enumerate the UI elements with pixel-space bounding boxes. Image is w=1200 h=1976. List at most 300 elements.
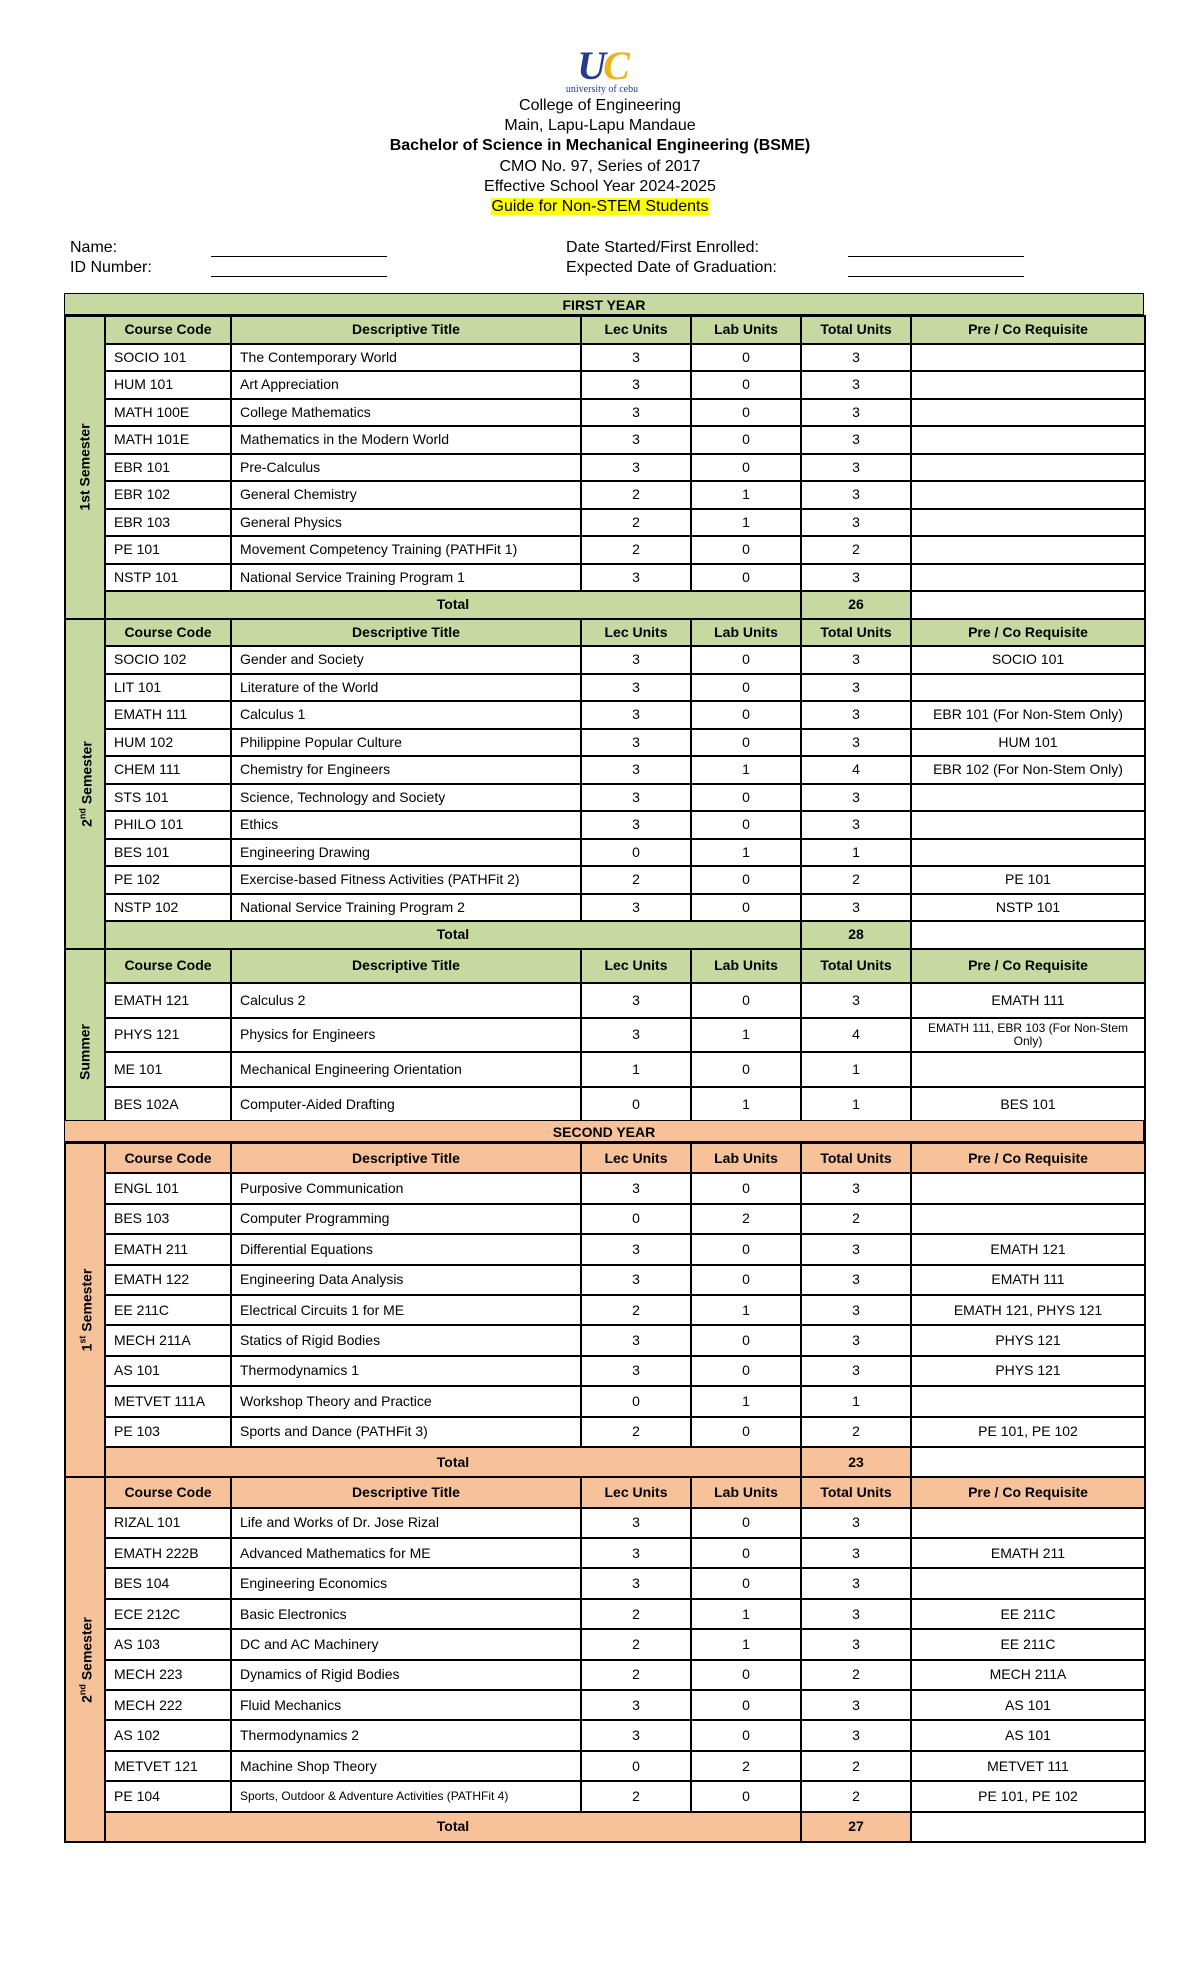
prerequisite bbox=[911, 509, 1145, 537]
total-units: 3 bbox=[801, 729, 911, 757]
prerequisite: EMATH 111, EBR 103 (For Non-Stem Only) bbox=[911, 1018, 1145, 1053]
lec-units: 3 bbox=[581, 399, 691, 427]
lab-units: 1 bbox=[691, 1629, 801, 1659]
course-row bbox=[65, 509, 1145, 537]
prerequisite: NSTP 101 bbox=[911, 894, 1145, 922]
curriculum-table bbox=[64, 1142, 1146, 1843]
prerequisite: EMATH 111 bbox=[911, 1265, 1145, 1295]
course-code: RIZAL 101 bbox=[105, 1508, 231, 1538]
id-number-field[interactable] bbox=[211, 276, 387, 277]
campus-name: Main, Lapu-Lapu Mandaue bbox=[504, 117, 696, 134]
course-code: EMATH 121 bbox=[105, 983, 231, 1018]
lec-units: 3 bbox=[581, 701, 691, 729]
guide-highlight: Guide for Non-STEM Students bbox=[491, 198, 709, 215]
total-units: 4 bbox=[801, 756, 911, 784]
lec-units: 3 bbox=[581, 371, 691, 399]
prerequisite bbox=[911, 1173, 1145, 1203]
course-title: Differential Equations bbox=[231, 1234, 581, 1264]
graduation-date-label: Expected Date of Graduation: bbox=[566, 259, 777, 276]
course-code: EBR 102 bbox=[105, 481, 231, 509]
course-row bbox=[65, 1234, 1145, 1264]
course-title: Thermodynamics 1 bbox=[231, 1356, 581, 1386]
guide-title bbox=[0, 197, 1200, 217]
lec-units: 3 bbox=[581, 756, 691, 784]
lec-units: 3 bbox=[581, 1018, 691, 1053]
lab-units: 0 bbox=[691, 1720, 801, 1750]
course-row bbox=[65, 1204, 1145, 1234]
lab-units: 0 bbox=[691, 701, 801, 729]
course-row bbox=[65, 1295, 1145, 1325]
total-label: Total bbox=[105, 1447, 801, 1477]
lab-units: 1 bbox=[691, 1599, 801, 1629]
course-title: Engineering Economics bbox=[231, 1568, 581, 1598]
course-title: Literature of the World bbox=[231, 674, 581, 702]
course-title: Computer Programming bbox=[231, 1204, 581, 1234]
prerequisite bbox=[911, 674, 1145, 702]
semester-label bbox=[65, 619, 105, 949]
course-title: General Physics bbox=[231, 509, 581, 537]
lec-units: 2 bbox=[581, 1660, 691, 1690]
total-blank-cell bbox=[911, 921, 1145, 949]
lec-units: 3 bbox=[581, 1720, 691, 1750]
name-label: Name: bbox=[70, 239, 118, 256]
course-code: ECE 212C bbox=[105, 1599, 231, 1629]
lec-units: 3 bbox=[581, 564, 691, 592]
column-header-code: Course Code bbox=[105, 1143, 231, 1173]
semester-label-text: 1st Semester bbox=[76, 423, 93, 511]
semester-word: Semester bbox=[78, 1268, 95, 1336]
lec-units: 3 bbox=[581, 646, 691, 674]
course-row bbox=[65, 1325, 1145, 1355]
lab-units: 0 bbox=[691, 1417, 801, 1447]
course-row bbox=[65, 454, 1145, 482]
prerequisite: PE 101 bbox=[911, 866, 1145, 894]
total-units: 2 bbox=[801, 866, 911, 894]
total-units: 3 bbox=[801, 811, 911, 839]
lec-units: 2 bbox=[581, 1781, 691, 1811]
column-header-total: Total Units bbox=[801, 316, 911, 344]
course-code: EE 211C bbox=[105, 1295, 231, 1325]
course-code: AS 102 bbox=[105, 1720, 231, 1750]
prerequisite bbox=[911, 344, 1145, 372]
course-title: Thermodynamics 2 bbox=[231, 1720, 581, 1750]
total-units: 1 bbox=[801, 1386, 911, 1416]
course-row bbox=[65, 983, 1145, 1018]
course-code: MATH 100E bbox=[105, 399, 231, 427]
lab-units: 0 bbox=[691, 1234, 801, 1264]
course-code: AS 103 bbox=[105, 1629, 231, 1659]
lab-units: 1 bbox=[691, 1087, 801, 1122]
column-header-title: Descriptive Title bbox=[231, 619, 581, 647]
lec-units: 2 bbox=[581, 1629, 691, 1659]
graduation-date-field[interactable] bbox=[848, 276, 1024, 277]
lec-units: 3 bbox=[581, 1173, 691, 1203]
course-row bbox=[65, 894, 1145, 922]
column-header-code: Course Code bbox=[105, 1477, 231, 1507]
lab-units: 0 bbox=[691, 1265, 801, 1295]
prerequisite: EMATH 121, PHYS 121 bbox=[911, 1295, 1145, 1325]
semester-total-row bbox=[65, 591, 1145, 619]
course-code: BES 101 bbox=[105, 839, 231, 867]
course-code: MECH 223 bbox=[105, 1660, 231, 1690]
total-units: 3 bbox=[801, 983, 911, 1018]
course-code: SOCIO 102 bbox=[105, 646, 231, 674]
lec-units: 3 bbox=[581, 1508, 691, 1538]
course-code: STS 101 bbox=[105, 784, 231, 812]
lab-units: 1 bbox=[691, 756, 801, 784]
logo-subtitle: university of cebu bbox=[565, 84, 639, 95]
course-title: Fluid Mechanics bbox=[231, 1690, 581, 1720]
prerequisite bbox=[911, 839, 1145, 867]
course-row bbox=[65, 564, 1145, 592]
course-title: Movement Competency Training (PATHFit 1) bbox=[231, 536, 581, 564]
semester-label-text bbox=[75, 1269, 96, 1352]
lab-units: 0 bbox=[691, 1173, 801, 1203]
course-row bbox=[65, 729, 1145, 757]
lab-units: 0 bbox=[691, 454, 801, 482]
prerequisite: EE 211C bbox=[911, 1599, 1145, 1629]
total-units: 3 bbox=[801, 1173, 911, 1203]
column-header-lec: Lec Units bbox=[581, 1477, 691, 1507]
curriculum-table bbox=[64, 315, 1146, 1157]
total-label: Total bbox=[105, 1812, 801, 1842]
prerequisite bbox=[911, 784, 1145, 812]
course-title: The Contemporary World bbox=[231, 344, 581, 372]
column-header-lab: Lab Units bbox=[691, 1143, 801, 1173]
total-units: 1 bbox=[801, 1052, 911, 1087]
lab-units: 0 bbox=[691, 399, 801, 427]
total-units: 1 bbox=[801, 839, 911, 867]
total-blank-cell bbox=[911, 591, 1145, 619]
course-code: NSTP 102 bbox=[105, 894, 231, 922]
lab-units: 0 bbox=[691, 426, 801, 454]
total-units: 3 bbox=[801, 1265, 911, 1295]
lec-units: 3 bbox=[581, 426, 691, 454]
lab-units: 0 bbox=[691, 1325, 801, 1355]
prerequisite: EMATH 111 bbox=[911, 983, 1145, 1018]
prerequisite: MECH 211A bbox=[911, 1660, 1145, 1690]
lab-units: 1 bbox=[691, 1295, 801, 1325]
column-header-lab: Lab Units bbox=[691, 619, 801, 647]
semester-total-row bbox=[65, 921, 1145, 949]
lab-units: 2 bbox=[691, 1204, 801, 1234]
total-units: 3 bbox=[801, 1629, 911, 1659]
column-header-row bbox=[65, 1143, 1145, 1173]
course-title: Mathematics in the Modern World bbox=[231, 426, 581, 454]
lec-units: 0 bbox=[581, 1204, 691, 1234]
course-title: Pre-Calculus bbox=[231, 454, 581, 482]
column-header-row bbox=[65, 316, 1145, 344]
prerequisite: PHYS 121 bbox=[911, 1325, 1145, 1355]
course-code: CHEM 111 bbox=[105, 756, 231, 784]
lab-units: 1 bbox=[691, 1018, 801, 1053]
prerequisite bbox=[911, 811, 1145, 839]
prerequisite bbox=[911, 454, 1145, 482]
lec-units: 0 bbox=[581, 839, 691, 867]
total-units: 3 bbox=[801, 1356, 911, 1386]
course-code: ME 101 bbox=[105, 1052, 231, 1087]
lab-units: 0 bbox=[691, 729, 801, 757]
total-units: 3 bbox=[801, 674, 911, 702]
course-row bbox=[65, 1599, 1145, 1629]
column-header-title: Descriptive Title bbox=[231, 1477, 581, 1507]
course-title: Philippine Popular Culture bbox=[231, 729, 581, 757]
lec-units: 3 bbox=[581, 1690, 691, 1720]
semester-label-text: Summer bbox=[76, 1024, 93, 1081]
prerequisite: EMATH 211 bbox=[911, 1538, 1145, 1568]
course-code: LIT 101 bbox=[105, 674, 231, 702]
logo-mark: UC bbox=[577, 43, 627, 88]
course-code: EMATH 211 bbox=[105, 1234, 231, 1264]
prerequisite bbox=[911, 1052, 1145, 1087]
total-units: 3 bbox=[801, 481, 911, 509]
semester-number: 2 bbox=[78, 818, 95, 827]
column-header-code: Course Code bbox=[105, 949, 231, 984]
total-units: 2 bbox=[801, 1660, 911, 1690]
column-header-req: Pre / Co Requisite bbox=[911, 619, 1145, 647]
course-row bbox=[65, 1018, 1145, 1053]
prerequisite: EE 211C bbox=[911, 1629, 1145, 1659]
name-field[interactable] bbox=[211, 256, 387, 257]
lab-units: 1 bbox=[691, 481, 801, 509]
course-row bbox=[65, 481, 1145, 509]
prerequisite bbox=[911, 536, 1145, 564]
lec-units: 3 bbox=[581, 811, 691, 839]
date-started-field[interactable] bbox=[848, 256, 1024, 257]
college-name: College of Engineering bbox=[519, 97, 681, 114]
total-units: 3 bbox=[801, 399, 911, 427]
course-title: Gender and Society bbox=[231, 646, 581, 674]
course-row bbox=[65, 1356, 1145, 1386]
course-code: MATH 101E bbox=[105, 426, 231, 454]
course-row bbox=[65, 1173, 1145, 1203]
lab-units: 0 bbox=[691, 646, 801, 674]
course-title: Electrical Circuits 1 for ME bbox=[231, 1295, 581, 1325]
total-units: 3 bbox=[801, 1568, 911, 1598]
lab-units: 0 bbox=[691, 564, 801, 592]
prerequisite: HUM 101 bbox=[911, 729, 1145, 757]
column-header-req: Pre / Co Requisite bbox=[911, 949, 1145, 984]
total-units: 3 bbox=[801, 646, 911, 674]
course-row bbox=[65, 1265, 1145, 1295]
effective-year: Effective School Year 2024-2025 bbox=[484, 178, 716, 195]
prerequisite bbox=[911, 1508, 1145, 1538]
course-row bbox=[65, 646, 1145, 674]
column-header-lab: Lab Units bbox=[691, 1477, 801, 1507]
lab-units: 0 bbox=[691, 344, 801, 372]
lec-units: 2 bbox=[581, 481, 691, 509]
semester-label bbox=[65, 1143, 105, 1477]
lec-units: 3 bbox=[581, 344, 691, 372]
prerequisite: EBR 101 (For Non-Stem Only) bbox=[911, 701, 1145, 729]
program-title: Bachelor of Science in Mechanical Engineering (BSME) bbox=[389, 137, 811, 154]
semester-total-units: 27 bbox=[801, 1812, 911, 1842]
total-units: 3 bbox=[801, 1599, 911, 1629]
course-title: Dynamics of Rigid Bodies bbox=[231, 1660, 581, 1690]
prerequisite: SOCIO 101 bbox=[911, 646, 1145, 674]
course-code: EBR 101 bbox=[105, 454, 231, 482]
column-header-title: Descriptive Title bbox=[231, 949, 581, 984]
total-units: 3 bbox=[801, 1690, 911, 1720]
lab-units: 0 bbox=[691, 674, 801, 702]
lec-units: 0 bbox=[581, 1751, 691, 1781]
total-units: 3 bbox=[801, 1325, 911, 1355]
lab-units: 0 bbox=[691, 983, 801, 1018]
course-row bbox=[65, 1720, 1145, 1750]
course-title: Engineering Data Analysis bbox=[231, 1265, 581, 1295]
course-code: EBR 103 bbox=[105, 509, 231, 537]
prerequisite bbox=[911, 1204, 1145, 1234]
prerequisite bbox=[911, 1568, 1145, 1598]
lec-units: 3 bbox=[581, 1265, 691, 1295]
total-units: 3 bbox=[801, 784, 911, 812]
course-row bbox=[65, 1690, 1145, 1720]
course-row bbox=[65, 1629, 1145, 1659]
lab-units: 0 bbox=[691, 1356, 801, 1386]
prerequisite bbox=[911, 371, 1145, 399]
column-header-row bbox=[65, 949, 1145, 984]
lab-units: 0 bbox=[691, 1052, 801, 1087]
course-title: Advanced Mathematics for ME bbox=[231, 1538, 581, 1568]
course-title: General Chemistry bbox=[231, 481, 581, 509]
lec-units: 3 bbox=[581, 729, 691, 757]
course-row bbox=[65, 1781, 1145, 1811]
course-title: Statics of Rigid Bodies bbox=[231, 1325, 581, 1355]
id-number-label: ID Number: bbox=[70, 259, 152, 276]
course-code: PHILO 101 bbox=[105, 811, 231, 839]
semester-total-row bbox=[65, 1447, 1145, 1477]
prerequisite: METVET 111 bbox=[911, 1751, 1145, 1781]
total-units: 3 bbox=[801, 1295, 911, 1325]
course-code: PE 103 bbox=[105, 1417, 231, 1447]
course-code: HUM 101 bbox=[105, 371, 231, 399]
course-title: Machine Shop Theory bbox=[231, 1751, 581, 1781]
course-title: Physics for Engineers bbox=[231, 1018, 581, 1053]
course-code: METVET 121 bbox=[105, 1751, 231, 1781]
lec-units: 2 bbox=[581, 509, 691, 537]
semester-total-units: 28 bbox=[801, 921, 911, 949]
column-header-code: Course Code bbox=[105, 316, 231, 344]
course-code: BES 104 bbox=[105, 1568, 231, 1598]
semester-suffix: st bbox=[77, 1335, 88, 1344]
total-units: 3 bbox=[801, 1720, 911, 1750]
course-row bbox=[65, 784, 1145, 812]
course-title: Science, Technology and Society bbox=[231, 784, 581, 812]
course-row bbox=[65, 1568, 1145, 1598]
course-code: METVET 111A bbox=[105, 1386, 231, 1416]
total-units: 3 bbox=[801, 1234, 911, 1264]
lab-units: 1 bbox=[691, 509, 801, 537]
course-title: Ethics bbox=[231, 811, 581, 839]
semester-number: 1 bbox=[78, 1343, 95, 1352]
lec-units: 3 bbox=[581, 983, 691, 1018]
total-units: 1 bbox=[801, 1087, 911, 1122]
total-units: 2 bbox=[801, 1417, 911, 1447]
semester-label-text bbox=[75, 1617, 96, 1703]
course-code: BES 103 bbox=[105, 1204, 231, 1234]
column-header-title: Descriptive Title bbox=[231, 316, 581, 344]
total-units: 3 bbox=[801, 564, 911, 592]
semester-word: Semester bbox=[78, 1616, 95, 1684]
course-row bbox=[65, 1508, 1145, 1538]
prerequisite: EBR 102 (For Non-Stem Only) bbox=[911, 756, 1145, 784]
lab-units: 0 bbox=[691, 866, 801, 894]
course-row bbox=[65, 1087, 1145, 1122]
total-units: 3 bbox=[801, 701, 911, 729]
lab-units: 0 bbox=[691, 371, 801, 399]
total-label: Total bbox=[105, 921, 801, 949]
lec-units: 2 bbox=[581, 1599, 691, 1629]
lec-units: 2 bbox=[581, 1417, 691, 1447]
lab-units: 0 bbox=[691, 784, 801, 812]
lab-units: 1 bbox=[691, 839, 801, 867]
total-units: 3 bbox=[801, 426, 911, 454]
semester-total-units: 23 bbox=[801, 1447, 911, 1477]
lec-units: 3 bbox=[581, 1568, 691, 1598]
course-code: EMATH 122 bbox=[105, 1265, 231, 1295]
year-title: FIRST YEAR bbox=[64, 293, 1144, 315]
lec-units: 0 bbox=[581, 1087, 691, 1122]
course-title: Calculus 1 bbox=[231, 701, 581, 729]
course-title: National Service Training Program 1 bbox=[231, 564, 581, 592]
total-units: 3 bbox=[801, 1538, 911, 1568]
column-header-code: Course Code bbox=[105, 619, 231, 647]
lab-units: 0 bbox=[691, 811, 801, 839]
prerequisite: EMATH 121 bbox=[911, 1234, 1145, 1264]
lec-units: 3 bbox=[581, 1538, 691, 1568]
total-units: 3 bbox=[801, 509, 911, 537]
total-units: 2 bbox=[801, 1204, 911, 1234]
course-code: PE 102 bbox=[105, 866, 231, 894]
course-row bbox=[65, 1660, 1145, 1690]
lec-units: 2 bbox=[581, 536, 691, 564]
total-label: Total bbox=[105, 591, 801, 619]
first-year-block bbox=[64, 293, 1144, 1157]
column-header-total: Total Units bbox=[801, 1143, 911, 1173]
course-row bbox=[65, 1052, 1145, 1087]
prerequisite: PE 101, PE 102 bbox=[911, 1781, 1145, 1811]
course-row bbox=[65, 839, 1145, 867]
course-title: Basic Electronics bbox=[231, 1599, 581, 1629]
column-header-title: Descriptive Title bbox=[231, 1143, 581, 1173]
lec-units: 3 bbox=[581, 1325, 691, 1355]
prerequisite bbox=[911, 564, 1145, 592]
lec-units: 1 bbox=[581, 1052, 691, 1087]
lab-units: 0 bbox=[691, 894, 801, 922]
course-row bbox=[65, 1386, 1145, 1416]
lab-units: 0 bbox=[691, 1690, 801, 1720]
course-code: MECH 211A bbox=[105, 1325, 231, 1355]
prerequisite bbox=[911, 426, 1145, 454]
total-units: 3 bbox=[801, 1508, 911, 1538]
course-code: SOCIO 101 bbox=[105, 344, 231, 372]
course-code: EMATH 111 bbox=[105, 701, 231, 729]
total-units: 2 bbox=[801, 1781, 911, 1811]
semester-total-row bbox=[65, 1812, 1145, 1842]
semester-label-text bbox=[75, 741, 96, 827]
course-title: Purposive Communication bbox=[231, 1173, 581, 1203]
lec-units: 3 bbox=[581, 1234, 691, 1264]
course-row bbox=[65, 811, 1145, 839]
course-code: PE 101 bbox=[105, 536, 231, 564]
lab-units: 0 bbox=[691, 1538, 801, 1568]
course-title: Workshop Theory and Practice bbox=[231, 1386, 581, 1416]
course-title: Art Appreciation bbox=[231, 371, 581, 399]
second-year-block bbox=[64, 1120, 1144, 1843]
lec-units: 2 bbox=[581, 866, 691, 894]
column-header-lec: Lec Units bbox=[581, 949, 691, 984]
lec-units: 3 bbox=[581, 454, 691, 482]
